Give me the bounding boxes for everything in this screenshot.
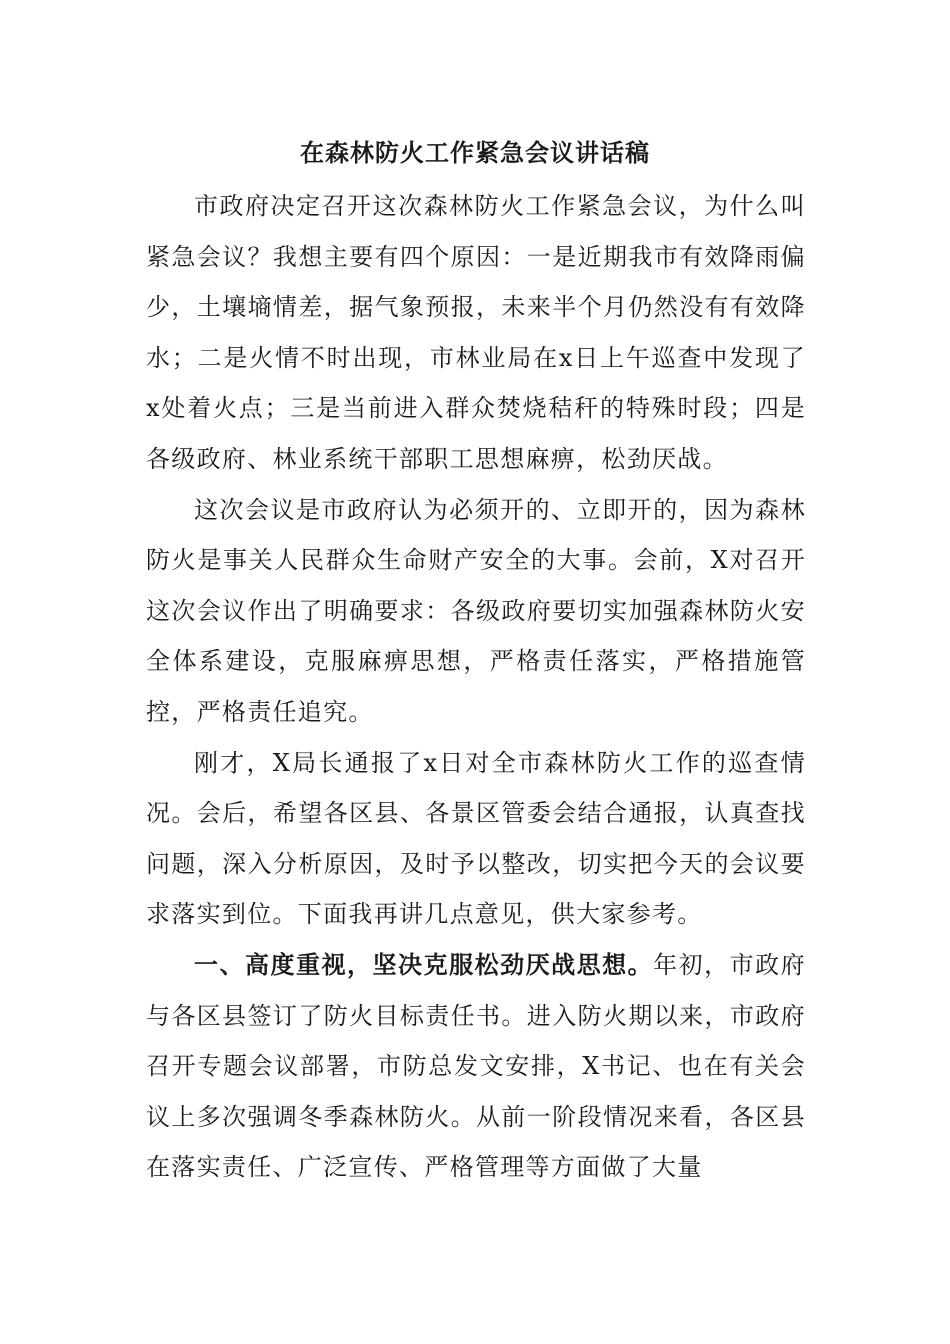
section-1-heading: 一、高度重视，坚决克服松劲厌战思想。 [194, 949, 654, 979]
paragraph-section-1 [146, 940, 806, 1193]
document-title: 在森林防火工作紧急会议讲话稿 [300, 138, 650, 167]
paragraph-meeting-importance: 这次会议是市政府认为必须开的、立即开的，因为森林防火是事关人民群众生命财产安全的大事。会前，X对召开这次会议作出了明确要求：各级政府要切实加强森林防火安全体系建设，克服麻痹思想，严格责任落实，严格措施管控，严格责任追究。 [146, 495, 806, 726]
paragraph-reasons: 市政府决定召开这次森林防火工作紧急会议，为什么叫紧急会议？我想主要有四个原因：一是近期我市有效降雨偏少，土壤墒情差，据气象预报，未来半个月仍然没有有效降水；二是火情不时出现，市林业局在x日上午巡查中发现了x处着火点；三是当前进入群众焚烧秸秆的特殊时段；四是各级政府、林业系统干部职工思想麻痹，松劲厌战。 [146, 192, 806, 473]
document-body [146, 181, 806, 1193]
paragraph-inspection-report: 刚才，X局长通报了x日对全市森林防火工作的巡查情况。会后，希望各区县、各景区管委会结合通报，认真查找问题，深入分析原因，及时予以整改，切实把今天的会议要求落实到位。下面我再讲几点意见，供大家参考。 [146, 748, 806, 929]
section-1-text: 年初，市政府与各区县签订了防火目标责任书。进入防火期以来，市政府召开专题会议部署，市防总发文安排，X书记、也在有关会议上多次强调冬季森林防火。从前一阶段情况来看，各区县在落实责任、广泛宣传、严格管理等方面做了大量 [146, 950, 806, 1182]
